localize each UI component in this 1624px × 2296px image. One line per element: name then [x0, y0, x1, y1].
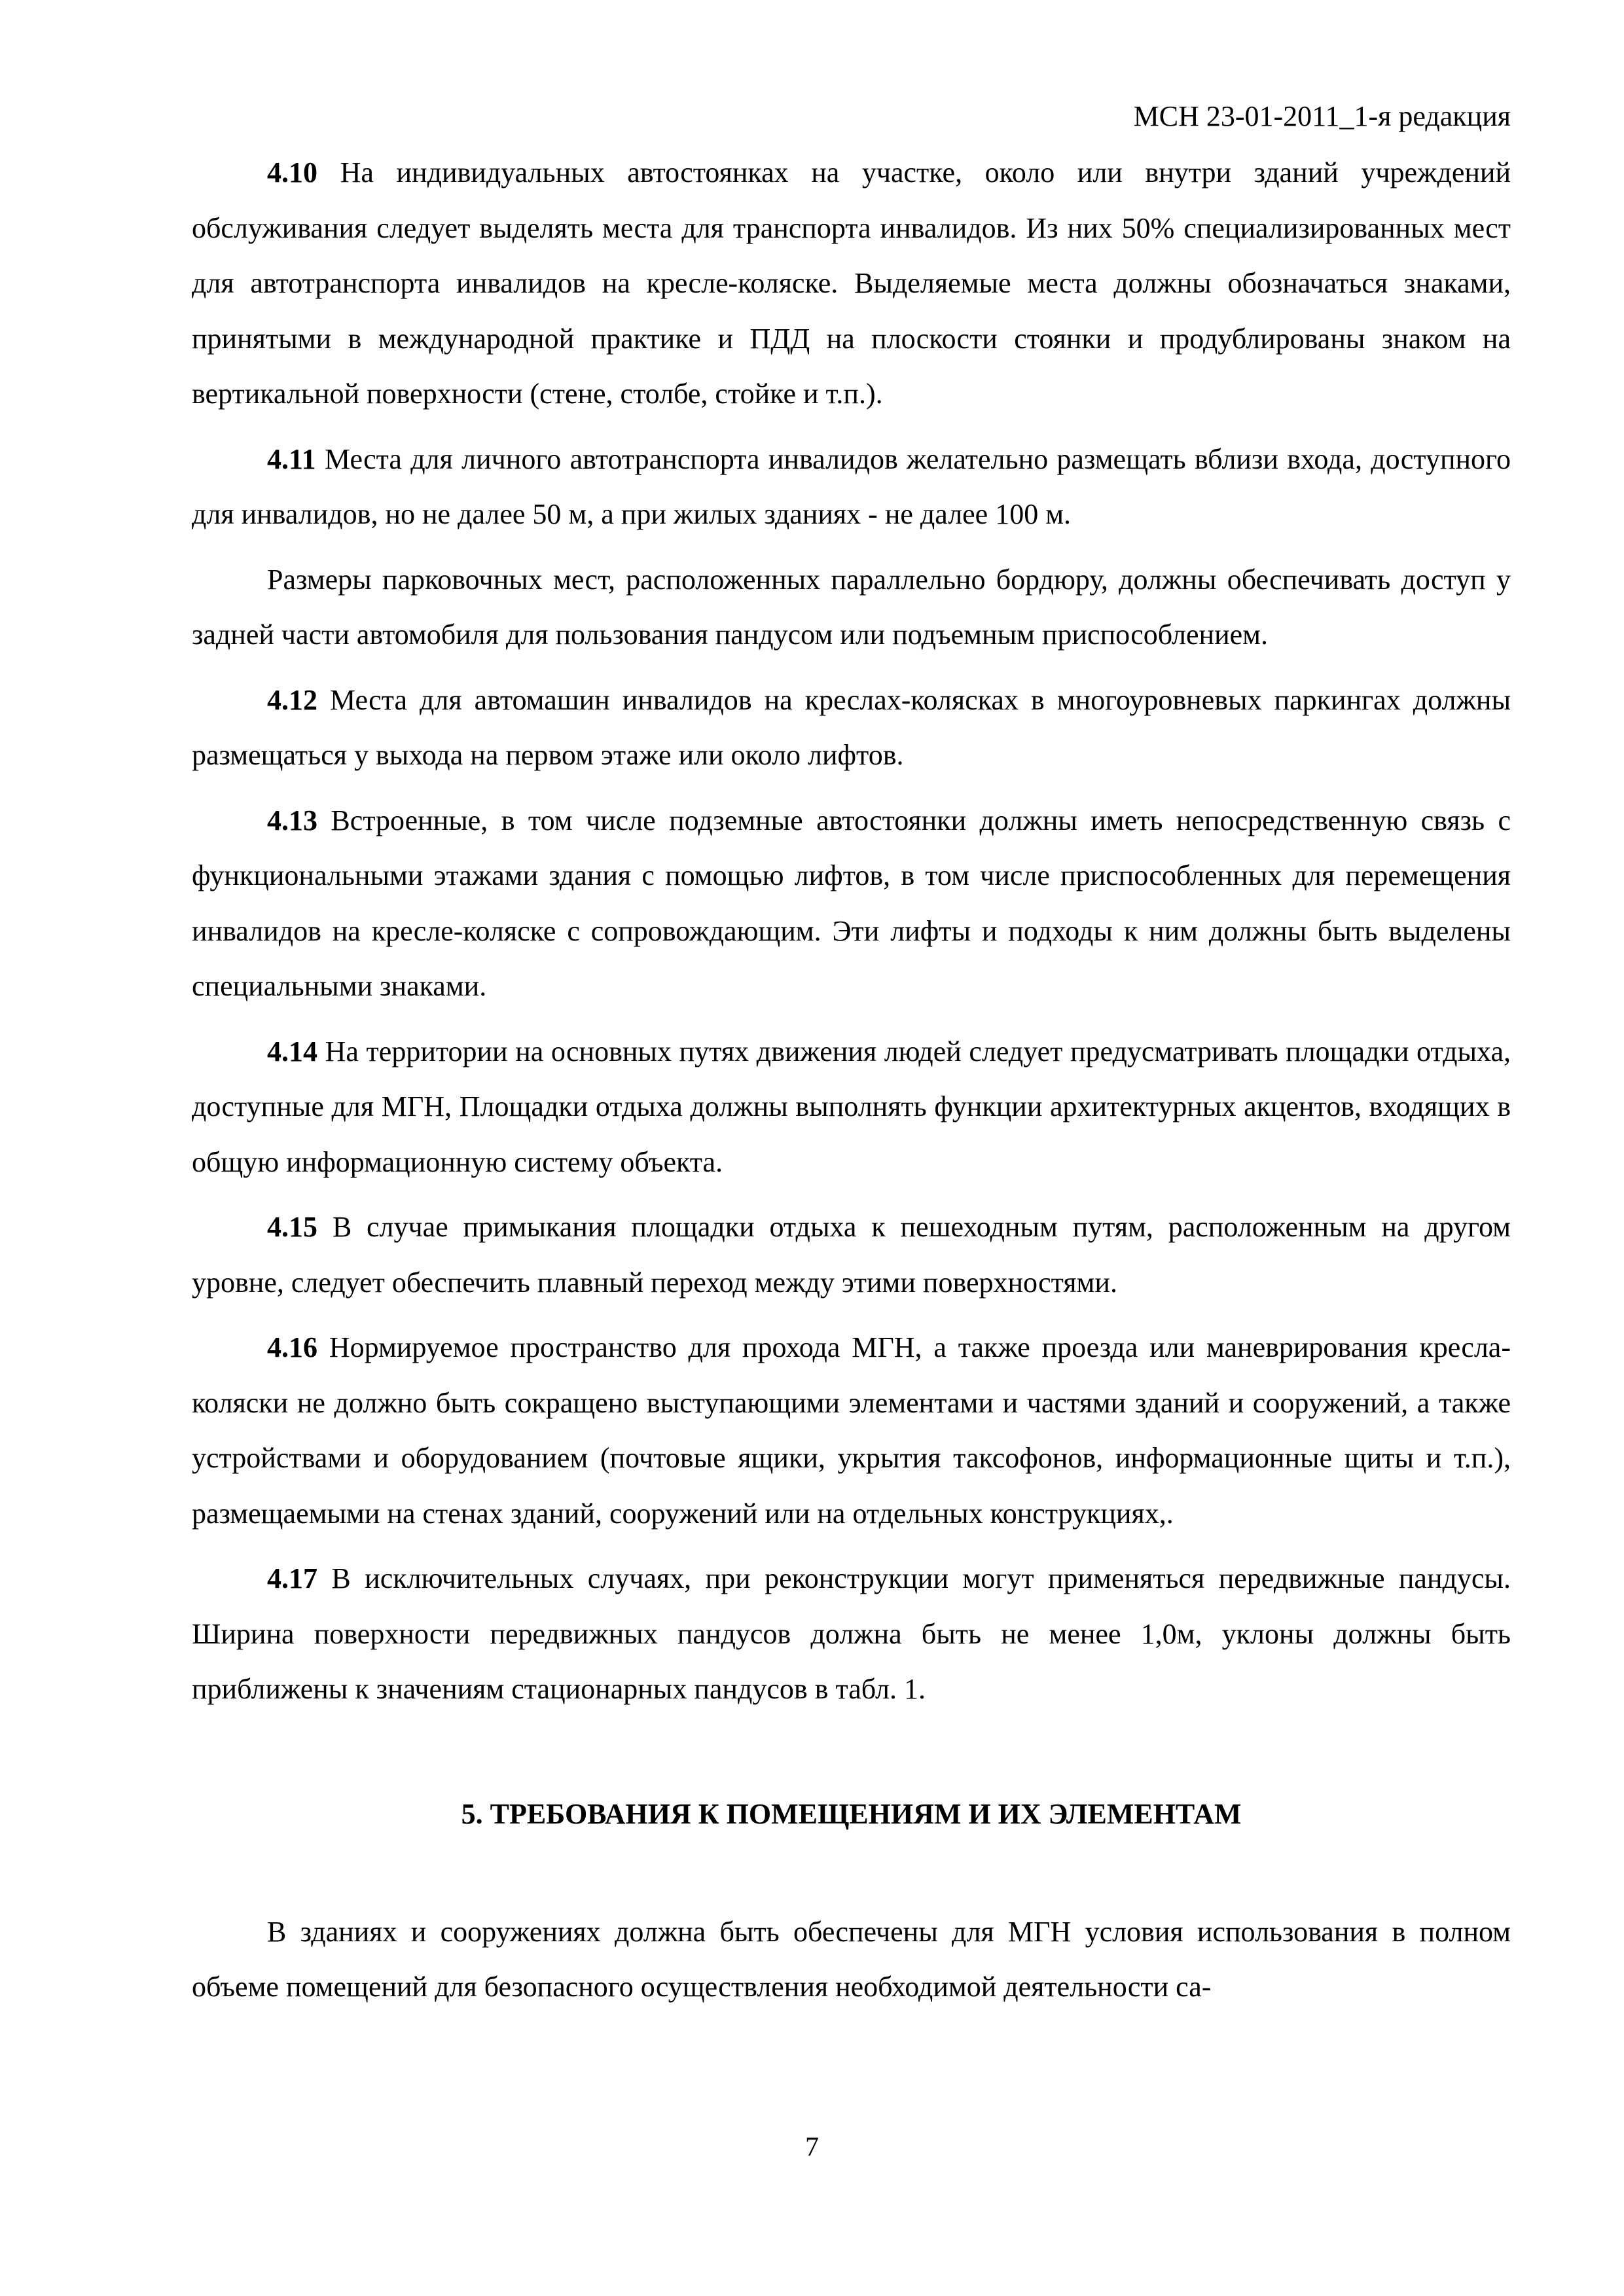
paragraph-text: Встроенные, в том числе подземные автостоянки должны иметь непосредственную связь с функциональными этажами здания с помощью лифтов, в том числе приспособленных для перемещения инвалидов на кресле-коляске с сопровождающим. Эти лифты и подходы к ним должны быть выделены специальными знаками.	[192, 804, 1511, 1002]
paragraph-number: 4.15	[267, 1211, 317, 1243]
paragraph-text: В исключительных случаях, при реконструкции могут применяться передвижные пандусы. Ширина поверхности передвижных пандусов должна быть не менее 1,0м, уклоны должны быть приближены к значениям стационарных пандусов в табл. 1.	[192, 1562, 1511, 1705]
document-header: МСН 23-01-2011_1-я редакция	[1133, 100, 1511, 132]
paragraph-text: Нормируемое пространство для прохода МГН, а также проезда или маневрирования кресла-коляски не должно быть сокращено выступающими элементами и частями зданий и сооружений, а также устройствами и оборудованием (почтовые ящики, укрытия таксофонов, информационные щиты и т.п.), размещаемыми на стенах зданий, сооружений или на отдельных конструкциях,.	[192, 1331, 1511, 1530]
paragraph-number: 4.10	[267, 156, 317, 188]
paragraph-text: На территории на основных путях движения людей следует предусматривать площадки отдыха, доступные для МГН, Площадки отдыха должны выполнять функции архитектурных акцентов, входящих в общую информационную систему объекта.	[192, 1035, 1511, 1178]
paragraph-number: 4.14	[267, 1035, 317, 1067]
paragraph-4-16	[192, 1320, 1511, 1541]
paragraph-4-12	[192, 673, 1511, 783]
paragraph-4-17	[192, 1551, 1511, 1717]
paragraph-number: 4.12	[267, 683, 317, 716]
section-intro-paragraph	[192, 1905, 1511, 2015]
section-heading: 5. ТРЕБОВАНИЯ К ПОМЕЩЕНИЯМ И ИХ ЭЛЕМЕНТАМ	[461, 1797, 1242, 1830]
paragraph-text: Места для автомашин инвалидов на креслах-колясках в многоуровневых паркингах должны размещаться у выхода на первом этаже или около лифтов.	[192, 683, 1511, 771]
paragraph-4-10	[192, 145, 1511, 422]
paragraph-4-13	[192, 793, 1511, 1014]
paragraph-text: В случае примыкания площадки отдыха к пешеходным путям, расположенным на другом уровне, следует обеспечить плавный переход между этими поверхностями.	[192, 1211, 1511, 1299]
paragraph-number: 4.16	[267, 1331, 317, 1363]
paragraph-4-11	[192, 432, 1511, 543]
paragraph-text: Места для личного автотранспорта инвалидов желательно размещать вблизи входа, доступного для инвалидов, но не далее 50 м, а при жилых зданиях - не далее 100 м.	[192, 442, 1511, 530]
paragraph-text: Размеры парковочных мест, расположенных параллельно бордюру, должны обеспечивать доступ у задней части автомобиля для пользования пандусом или подъемным приспособлением.	[192, 563, 1511, 651]
document-body	[192, 145, 1511, 2015]
paragraph-4-15	[192, 1200, 1511, 1310]
paragraph-number: 4.13	[267, 804, 317, 836]
paragraph-number: 4.11	[267, 442, 316, 475]
paragraph-4-11-parking-size	[192, 552, 1511, 663]
paragraph-number: 4.17	[267, 1562, 317, 1594]
page-number: 7	[805, 2132, 819, 2162]
paragraph-4-14	[192, 1024, 1511, 1191]
paragraph-text: В зданиях и сооружениях должна быть обеспечены для МГН условия использования в полном объеме помещений для безопасного осуществления необходимой деятельности са-	[192, 1915, 1511, 2003]
paragraph-text: На индивидуальных автостоянках на участке, около или внутри зданий учреждений обслуживания следует выделять места для транспорта инвалидов. Из них 50% специализированных мест для автотранспорта инвалидов на кресле-коляске. Выделяемые места должны обозначаться знаками, принятыми в международной практике и ПДД на плоскости стоянки и продублированы знаком на вертикальной поверхности (стене, столбе, стойке и т.п.).	[192, 156, 1511, 410]
